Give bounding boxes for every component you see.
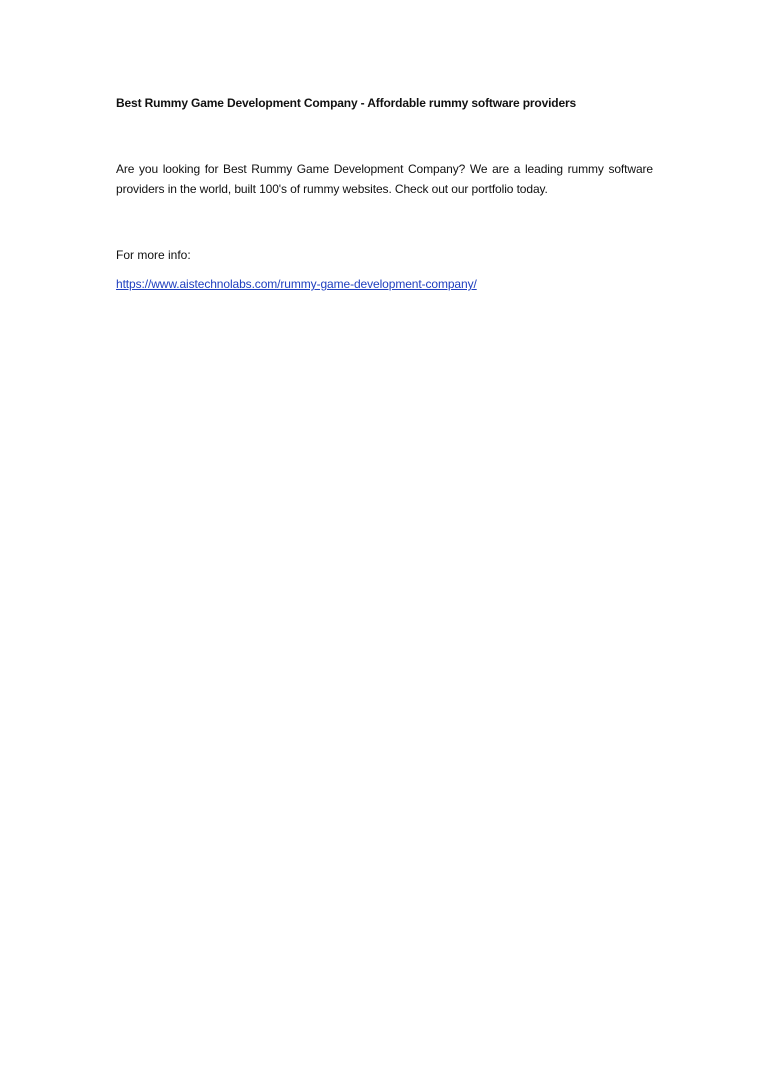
- more-info-label: For more info:: [116, 248, 191, 262]
- body-paragraph: Are you looking for Best Rummy Game Development Company? We are a leading rummy software providers in the world, built 100's of rummy websites. Check out our portfolio today.: [116, 162, 653, 196]
- document-content: [116, 95, 653, 293]
- document-title: Best Rummy Game Development Company - Affordable rummy software providers: [116, 96, 577, 110]
- company-link[interactable]: https://www.aistechnolabs.com/rummy-game-development-company/: [116, 277, 477, 291]
